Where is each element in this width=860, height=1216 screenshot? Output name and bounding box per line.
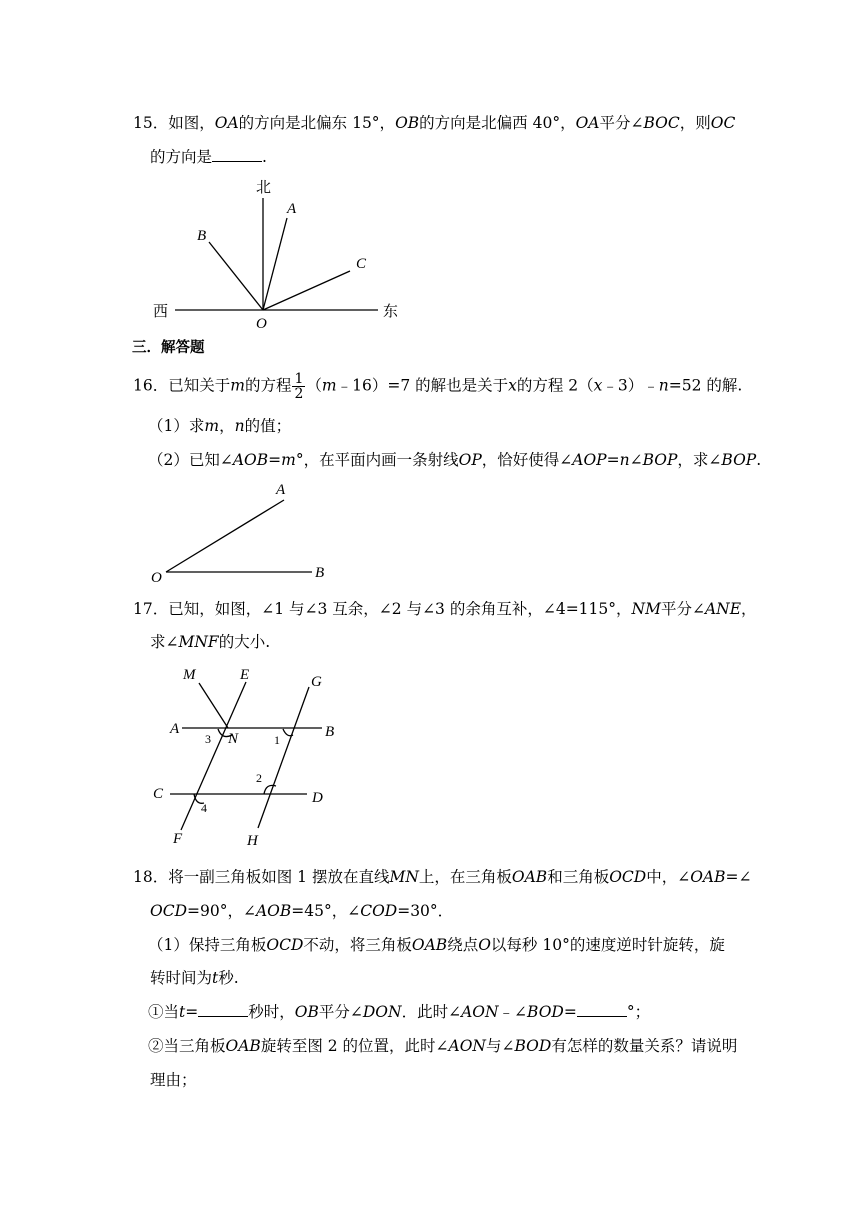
- text: 的值；: [244, 417, 292, 435]
- label-B: B: [325, 724, 335, 740]
- var: x: [593, 376, 603, 395]
- label-N: N: [228, 731, 239, 747]
- var: OAB: [411, 936, 448, 954]
- q18-line1: [133, 866, 752, 888]
- ray-NM: [199, 683, 228, 728]
- text: 秒时，: [248, 1003, 295, 1021]
- label-west: 西: [153, 302, 169, 320]
- text: 的方程 2（: [516, 376, 594, 395]
- question-number: 16．: [133, 376, 169, 395]
- label-C: C: [153, 786, 164, 802]
- text: 有怎样的数量关系？请说明: [551, 1037, 738, 1055]
- text: 秒.: [218, 969, 239, 987]
- var: BOP: [721, 451, 757, 469]
- text: 平分∠: [599, 114, 644, 132]
- text: ﹣3）﹣: [602, 376, 659, 395]
- text: 的大小.: [218, 633, 271, 651]
- numerator: 1: [294, 371, 304, 387]
- text: （1）保持三角板: [148, 936, 267, 954]
- var: OB: [294, 1003, 319, 1021]
- section-title: 三．解答题: [132, 339, 205, 356]
- text: =52 的解.: [668, 376, 743, 395]
- angle-label-1: 1: [274, 733, 280, 747]
- var: n: [234, 417, 245, 435]
- var: t: [179, 1003, 186, 1021]
- text: （2）已知∠: [148, 451, 233, 469]
- text: 中，∠: [646, 868, 691, 886]
- text: ，则: [679, 114, 711, 132]
- angle-label-3: 3: [205, 732, 211, 746]
- text: 的方程: [244, 376, 292, 395]
- label-B: B: [315, 565, 325, 581]
- text: .: [262, 148, 267, 166]
- label-F: F: [173, 831, 183, 847]
- text: 的方向是: [150, 148, 213, 166]
- text: °，在平面内画一条射线: [295, 451, 459, 469]
- q18-sub2-line1: [148, 1035, 737, 1057]
- var: BOD: [514, 1037, 552, 1055]
- label-A: A: [287, 201, 297, 217]
- text: 平分∠: [660, 600, 705, 618]
- label-A: A: [276, 482, 286, 498]
- var: OAB: [511, 868, 548, 886]
- var: COD: [360, 902, 398, 920]
- label-H: H: [247, 833, 258, 849]
- var: OP: [458, 451, 482, 469]
- text: 的方向是北偏东 15°，: [238, 114, 396, 132]
- label-east: 东: [383, 302, 399, 320]
- text: °；: [626, 1003, 651, 1021]
- var: AOP: [572, 451, 607, 469]
- var: m: [321, 376, 337, 395]
- text: ﹣16）=7 的解也是关于: [336, 376, 509, 395]
- var: DON: [362, 1003, 402, 1021]
- var: MN: [389, 868, 419, 886]
- text: 以每秒 10°的速度逆时针旋转，旋: [490, 936, 725, 954]
- var: AON: [448, 1037, 486, 1055]
- var: BOP: [642, 451, 678, 469]
- var: n: [619, 451, 630, 469]
- text: 与∠: [486, 1037, 515, 1055]
- q18-part1-line2: [150, 967, 239, 989]
- text: 旋转至图 2 的位置，此时∠: [260, 1037, 449, 1055]
- text: （: [306, 376, 322, 395]
- var: m: [204, 417, 220, 435]
- var: n: [658, 376, 669, 395]
- var: ANE: [704, 600, 742, 618]
- text: ②当三角板: [148, 1037, 226, 1055]
- label-O: O: [256, 316, 267, 332]
- q18-line2: [150, 900, 453, 922]
- text: =: [563, 1003, 577, 1021]
- var: NM: [631, 600, 661, 618]
- text: =∠: [725, 868, 752, 886]
- var: OC: [710, 114, 736, 132]
- denominator: 2: [294, 386, 304, 402]
- text: 求∠: [150, 633, 179, 651]
- text: ．此时∠: [401, 1003, 462, 1021]
- text: 转时间为: [150, 969, 213, 987]
- text: ∠: [629, 451, 643, 469]
- text: =: [606, 451, 620, 469]
- var: BOD: [527, 1003, 564, 1021]
- var: AOB: [255, 902, 292, 920]
- label-M: M: [183, 667, 196, 683]
- q18-part1-line1: [148, 934, 725, 956]
- text: 已知，如图，∠1 与∠3 互余，∠2 与∠3 的余角互补，∠4=115°，: [168, 600, 632, 618]
- text: ﹣∠: [498, 1003, 528, 1021]
- text: =30°．: [397, 902, 454, 920]
- label-D: D: [312, 790, 323, 806]
- line-GH: [258, 687, 309, 828]
- label-E: E: [240, 667, 250, 683]
- text: ，恰好使得∠: [481, 451, 573, 469]
- label-C: C: [356, 256, 367, 272]
- text: .: [756, 451, 762, 469]
- var: t: [212, 969, 219, 987]
- var: OA: [575, 114, 600, 132]
- text: ，: [219, 417, 235, 435]
- label-G: G: [311, 674, 322, 690]
- text: =90°，∠: [187, 902, 256, 920]
- label-north: 北: [256, 178, 272, 196]
- line-EF: [181, 682, 246, 830]
- text: 上，在三角板: [418, 868, 512, 886]
- var: m: [230, 376, 245, 395]
- var: O: [478, 936, 491, 954]
- text: 如图，: [168, 114, 215, 132]
- text: 绕点: [447, 936, 479, 954]
- question-number: 15．: [133, 114, 169, 132]
- text: =45°，∠: [291, 902, 361, 920]
- text: =: [185, 1003, 199, 1021]
- text: 不动，将三角板: [303, 936, 412, 954]
- text: （1）求: [148, 417, 205, 435]
- var: x: [508, 376, 517, 395]
- var: OCD: [609, 868, 647, 886]
- var: OA: [214, 114, 239, 132]
- var: OAB: [690, 868, 726, 886]
- angle-label-4: 4: [201, 801, 207, 815]
- q18-sub1: [148, 1001, 650, 1023]
- label-A: A: [170, 721, 180, 737]
- var: OCD: [150, 902, 187, 920]
- var: BOC: [643, 114, 680, 132]
- text: =: [268, 451, 282, 469]
- question-number: 17．: [133, 600, 169, 618]
- var: OCD: [266, 936, 304, 954]
- question-number: 18．: [133, 868, 169, 886]
- var: OB: [395, 114, 420, 132]
- text: ①当: [148, 1003, 180, 1021]
- text: 的方向是北偏西 40°，: [419, 114, 576, 132]
- arc-2: [264, 785, 276, 794]
- text: 和三角板: [547, 868, 610, 886]
- text: 将一副三角板如图 1 摆放在直线: [168, 868, 390, 886]
- var: MNF: [178, 633, 219, 651]
- answer-blank-angle[interactable]: [577, 1001, 627, 1017]
- var: m: [281, 451, 296, 469]
- text: ，: [741, 600, 757, 618]
- label-B: B: [197, 228, 207, 244]
- var: AOB: [232, 451, 269, 469]
- q18-sub2-line2: 理由；: [150, 1071, 197, 1089]
- angle-label-2: 2: [256, 771, 262, 785]
- answer-blank-t[interactable]: [198, 1001, 248, 1017]
- label-O: O: [151, 570, 162, 586]
- var: OAB: [225, 1037, 261, 1055]
- var: AON: [461, 1003, 499, 1021]
- text: 平分∠: [318, 1003, 363, 1021]
- text: 已知关于: [168, 376, 231, 395]
- text: ，求∠: [677, 451, 722, 469]
